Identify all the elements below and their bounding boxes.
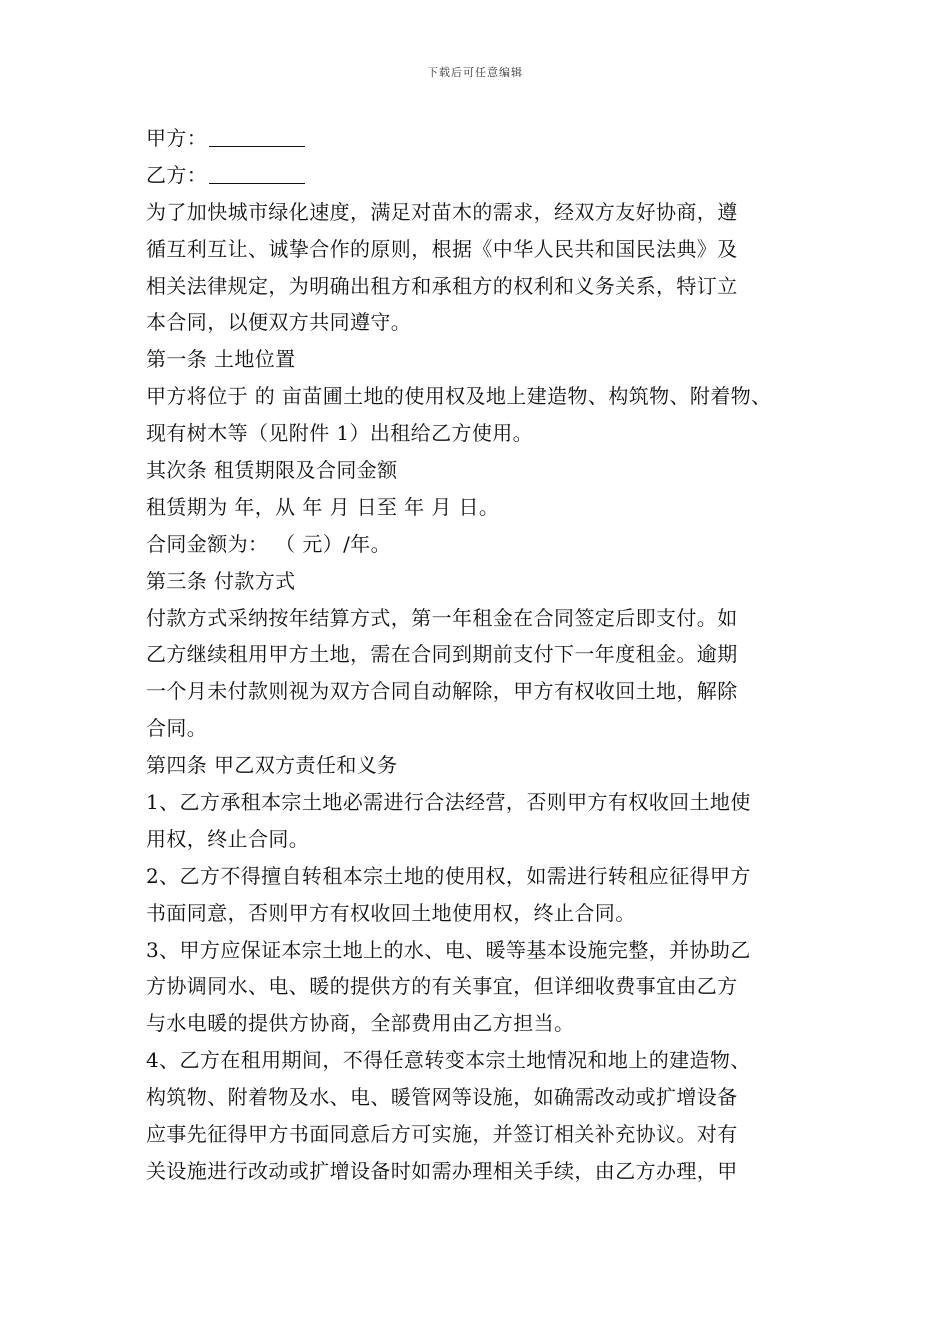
text-line: 相关法律规定，为明确出租方和承租方的权利和义务关系，特订立: [146, 273, 738, 298]
text-line: 第四条 甲乙双方责任和义务: [146, 753, 398, 778]
text-line: 循互利互让、诚挚合作的原则，根据《中华人民共和国民法典》及: [146, 236, 738, 261]
text-line: 3、甲方应保证本宗土地上的水、电、暖等基本设施完整，并协助乙: [146, 937, 751, 962]
party-b-line: [146, 157, 826, 194]
text-line: 其次条 租赁期限及合同金额: [146, 458, 398, 483]
text-line: 合同金额为： （ 元）/年。: [146, 531, 392, 556]
text-line: 书面同意，否则甲方有权收回土地使用权，终止合同。: [146, 900, 636, 925]
party-b-label: 乙方：: [146, 162, 208, 187]
party-b-blank: [209, 161, 305, 184]
text-line: 本合同，以便双方共同遵守。: [146, 310, 412, 335]
text-line: 租赁期为 年，从 年 月 日至 年 月 日。: [146, 494, 500, 519]
text-line: 关设施进行改动或扩增设备时如需办理相关手续，由乙方办理，甲: [146, 1158, 738, 1183]
party-a-line: [146, 120, 826, 157]
text-line: 第三条 付款方式: [146, 568, 296, 593]
text-line: 用权，终止合同。: [146, 826, 310, 851]
text-line: 乙方继续租用甲方土地，需在合同到期前支付下一年度租金。逾期: [146, 642, 738, 667]
text-line: 方协调同水、电、暖的提供方的有关事宜，但详细收费事宜由乙方: [146, 974, 738, 999]
text-line: 一个月未付款则视为双方合同自动解除，甲方有权收回土地，解除: [146, 679, 738, 704]
contract-body: [146, 120, 826, 1190]
text-line: 付款方式采纳按年结算方式，第一年租金在合同签定后即支付。如: [146, 605, 738, 630]
text-line: 甲方将位于 的 亩苗圃土地的使用权及地上建造物、构筑物、附着物、: [146, 384, 772, 409]
party-a-blank: [209, 124, 305, 147]
text-line: 现有树木等（见附件 1）出租给乙方使用。: [146, 421, 534, 446]
body-text: [146, 194, 826, 1190]
text-line: 应事先征得甲方书面同意后方可实施，并签订相关补充协议。对有: [146, 1122, 738, 1147]
party-a-label: 甲方：: [146, 126, 208, 150]
text-line: 构筑物、附着物及水、电、暖管网等设施，如确需改动或扩增设备: [146, 1085, 738, 1110]
text-line: 2、乙方不得擅自转租本宗土地的使用权，如需进行转租应征得甲方: [146, 863, 751, 888]
text-line: 1、乙方承租本宗土地必需进行合法经营，否则甲方有权收回土地使: [146, 790, 751, 815]
text-line: 4、乙方在租用期间，不得任意转变本宗土地情况和地上的建造物、: [146, 1048, 751, 1073]
text-line: 合同。: [146, 716, 208, 741]
text-line: 与水电暖的提供方协商，全部费用由乙方担当。: [146, 1011, 575, 1036]
text-line: 第一条 土地位置: [146, 347, 296, 372]
page-header: 下载后可任意编辑: [427, 66, 523, 79]
text-line: 为了加快城市绿化速度，满足对苗木的需求，经双方友好协商，遵: [146, 199, 738, 224]
